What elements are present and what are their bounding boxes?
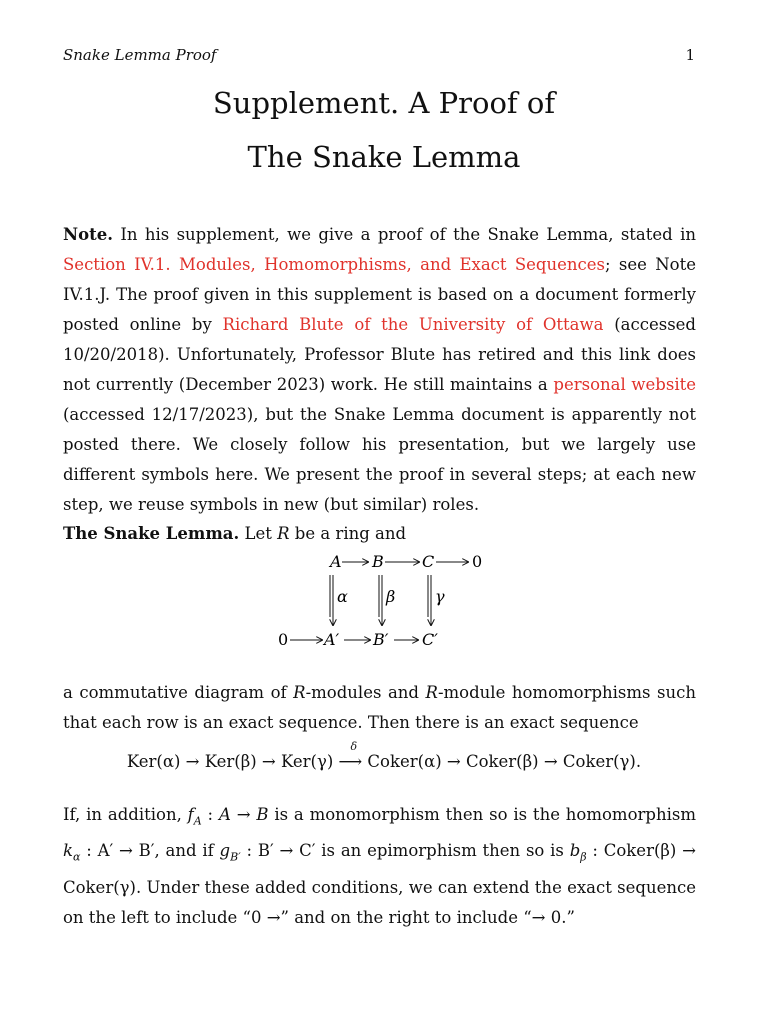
diagram-bottom-A-prime: A′ xyxy=(324,630,340,649)
link-section-iv1[interactable]: Section IV.1. Modules, Homomorphisms, and Exact Sequences xyxy=(63,255,605,274)
exact-sequence-left: Ker(α) → Ker(β) → Ker(γ) xyxy=(126,752,339,771)
diagram-top-A: A xyxy=(330,552,342,571)
lemma-intro-text: Let xyxy=(239,524,278,543)
diagram-bottom-B-prime: B′ xyxy=(373,630,389,649)
commutative-diagram xyxy=(272,547,492,659)
link-richard-blute[interactable]: Richard Blute of the University of Ottawa xyxy=(222,315,604,334)
addendum-k-sub: α xyxy=(73,850,81,864)
note-paragraph xyxy=(63,220,696,520)
diagram-top-C: C xyxy=(422,552,435,571)
lemma-body-text-1: a commutative diagram of xyxy=(63,683,294,702)
addendum-text-6: : Coker(β) → Coker(γ). Under these added conditions, we can extend the exact sequence on the left to include “0 →” and on the right to include “→ 0.” xyxy=(63,841,696,927)
title-line-2: The Snake Lemma xyxy=(247,140,521,174)
addendum-k: k xyxy=(63,841,73,861)
lemma-body-text-2: -modules and xyxy=(305,683,426,702)
addendum-f-sub: A xyxy=(193,814,202,828)
addendum-g: g xyxy=(219,841,231,861)
addendum-f: f xyxy=(187,805,194,824)
addendum-paragraph xyxy=(63,800,696,933)
page-number: 1 xyxy=(685,46,695,64)
link-personal-website[interactable]: personal website xyxy=(553,375,696,394)
diagram-label-beta: β xyxy=(386,587,396,606)
addendum-B: B xyxy=(256,805,269,824)
addendum-arrow: → xyxy=(230,805,257,824)
addendum-text-4: : A′ → B′, and if xyxy=(80,841,220,861)
diagram-bottom-C-prime: C′ xyxy=(422,630,438,649)
diagram-bottom-zero: 0 xyxy=(278,630,289,649)
lemma-body-R-1: R xyxy=(293,683,306,702)
exact-sequence-right: Coker(α) → Coker(β) → Coker(γ). xyxy=(362,752,642,771)
addendum-text-5: : B′ → C′ is an epimorphism then so is xyxy=(240,841,570,861)
delta-arrow: ⟶ xyxy=(338,752,363,771)
addendum-g-sub: B′ xyxy=(230,850,241,864)
exact-sequence xyxy=(0,740,768,771)
addendum-b-sub: β xyxy=(580,850,587,864)
diagram-top-B: B xyxy=(372,552,384,571)
note-text-4: (accessed 12/17/2023), but the Snake Lemma document is apparently not posted there. We closely follow his presentation, but we largely use different symbols here. We present the proof in several steps; at each new step, we reuse symbols in new (but similar) roles. xyxy=(63,405,696,514)
lemma-body-text-3: -module homomorphisms such that each row is an exact sequence. Then there is an exact sequence xyxy=(63,683,696,732)
addendum-text-1: If, in addition, xyxy=(63,805,188,824)
note-label: Note. xyxy=(63,225,113,244)
note-text-2: ; see Note IV.1.J. The proof given in this supplement is based on a document formerly posted online by xyxy=(63,255,696,334)
diagram-label-alpha: α xyxy=(337,587,348,606)
diagram-top-zero: 0 xyxy=(472,552,483,571)
running-title: Snake Lemma Proof xyxy=(63,46,217,64)
title-line-1: Supplement. A Proof of xyxy=(212,86,556,120)
addendum-A: A xyxy=(218,805,231,824)
ring-variable: R xyxy=(277,524,290,543)
lemma-intro-text-2: be a ring and xyxy=(289,524,407,543)
lemma-body-R-2: R xyxy=(425,683,438,702)
note-text-1: In his supplement, we give a proof of the Snake Lemma, stated in xyxy=(112,225,696,244)
connecting-map xyxy=(338,740,363,771)
lemma-body xyxy=(63,678,696,738)
lemma-statement xyxy=(63,519,696,549)
diagram-label-gamma: γ xyxy=(435,587,445,606)
note-text-3: (accessed 10/20/2018). Unfortunately, Professor Blute has retired and this link does not currently (December 2023) work. He still maintains a xyxy=(63,315,696,394)
lemma-label: The Snake Lemma. xyxy=(63,524,240,543)
addendum-b: b xyxy=(569,841,581,861)
addendum-text-3: is a monomorphism then so is the homomorphism xyxy=(268,805,696,824)
addendum-text-2: : xyxy=(201,805,219,824)
delta-label: δ xyxy=(350,740,358,753)
